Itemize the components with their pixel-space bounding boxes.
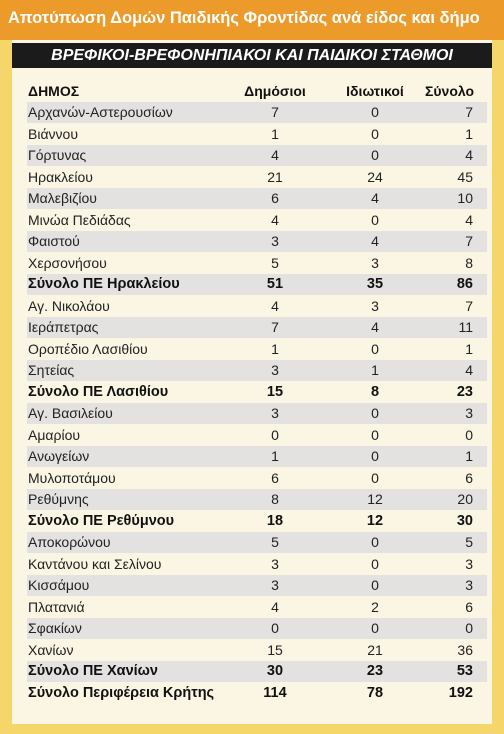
page-header bbox=[0, 0, 504, 40]
municipality-cell: Κισσάμου bbox=[27, 575, 225, 597]
table-row bbox=[27, 166, 487, 188]
private-count-cell: 0 bbox=[325, 446, 425, 468]
private-count-cell: 0 bbox=[371, 125, 379, 142]
public-count-cell: 5 bbox=[225, 532, 325, 554]
private-count-cell: 0 bbox=[371, 426, 379, 443]
private-count-cell: 0 bbox=[325, 575, 425, 597]
public-count-cell: 0 bbox=[271, 426, 279, 443]
private-count-cell: 12 bbox=[366, 512, 384, 529]
municipality-cell: Πλατανιά bbox=[28, 598, 85, 615]
public-count-cell: 7 bbox=[225, 317, 325, 339]
private-count-cell: 3 bbox=[371, 297, 379, 314]
public-count-cell: 3 bbox=[225, 231, 325, 253]
page-title: Αποτύπωση Δομών Παιδικής Φροντίδας ανά είδος και δήμο bbox=[8, 9, 480, 27]
public-count-cell: 3 bbox=[271, 555, 279, 572]
private-count-cell: 23 bbox=[325, 661, 425, 683]
public-count-cell: 1 bbox=[225, 446, 325, 468]
public-count-cell: 15 bbox=[266, 383, 284, 400]
table-row bbox=[27, 338, 487, 360]
subtotal-row bbox=[27, 510, 487, 532]
total-count-cell: 20 bbox=[425, 489, 487, 511]
table-row bbox=[27, 532, 487, 554]
total-count-cell: 3 bbox=[425, 575, 487, 597]
private-count-cell: 4 bbox=[325, 231, 425, 253]
total-count-cell: 3 bbox=[465, 555, 473, 572]
table-row bbox=[27, 446, 487, 468]
private-count-cell: 0 bbox=[325, 403, 425, 425]
table-row bbox=[27, 424, 487, 446]
private-count-cell: 35 bbox=[325, 274, 425, 296]
table-row bbox=[27, 360, 487, 382]
public-count-cell: 3 bbox=[225, 360, 325, 382]
total-count-cell: 3 bbox=[425, 403, 487, 425]
municipality-cell: Γόρτυνας bbox=[27, 145, 225, 167]
childcare-table bbox=[27, 80, 487, 704]
total-count-cell: 10 bbox=[425, 188, 487, 210]
public-count-cell: 18 bbox=[266, 512, 284, 529]
total-count-cell: 53 bbox=[425, 661, 487, 683]
private-count-cell: 0 bbox=[371, 211, 379, 228]
subtotal-row bbox=[27, 661, 487, 683]
municipality-cell: Μινώα Πεδιάδας bbox=[28, 211, 131, 228]
total-count-cell: 1 bbox=[425, 446, 487, 468]
private-count-cell: 0 bbox=[371, 340, 379, 357]
table-row bbox=[27, 553, 487, 575]
municipality-cell: Ανωγείων bbox=[27, 446, 225, 468]
municipality-cell: Αγ. Βασιλείου bbox=[27, 403, 225, 425]
municipality-cell: Ιεράπετρας bbox=[27, 317, 225, 339]
municipality-cell: Αποκορώνου bbox=[27, 532, 225, 554]
table-row bbox=[27, 145, 487, 167]
municipality-cell: Σητείας bbox=[27, 360, 225, 382]
table-row bbox=[27, 295, 487, 317]
total-count-cell: 7 bbox=[425, 102, 487, 124]
total-count-cell: 1 bbox=[465, 340, 473, 357]
private-count-cell: 0 bbox=[325, 618, 425, 640]
public-count-cell: 8 bbox=[225, 489, 325, 511]
public-count-cell: 4 bbox=[271, 211, 279, 228]
total-count-cell: 36 bbox=[457, 641, 473, 658]
table-row bbox=[27, 596, 487, 618]
private-count-cell: 1 bbox=[325, 360, 425, 382]
total-count-cell: 7 bbox=[425, 231, 487, 253]
public-count-cell: 4 bbox=[225, 145, 325, 167]
public-count-cell: 0 bbox=[225, 618, 325, 640]
private-count-cell: 21 bbox=[367, 641, 383, 658]
table-row bbox=[27, 252, 487, 274]
total-count-cell: 0 bbox=[425, 618, 487, 640]
table-row bbox=[27, 317, 487, 339]
total-count-cell: 11 bbox=[425, 317, 487, 339]
municipality-cell: Βιάννου bbox=[28, 125, 78, 142]
municipality-cell: Χανίων bbox=[28, 641, 74, 658]
subtotal-row bbox=[27, 381, 487, 403]
municipality-cell: Οροπέδιο Λασιθίου bbox=[28, 340, 148, 357]
section-title: ΒΡΕΦΙΚΟΙ-ΒΡΕΦΟΝΗΠΙΑΚΟΙ ΚΑΙ ΠΑΙΔΙΚΟΙ ΣΤΑΘΜΟΙ bbox=[51, 47, 453, 64]
total-count-cell: 5 bbox=[425, 532, 487, 554]
public-count-cell: 6 bbox=[271, 469, 279, 486]
total-count-cell: 6 bbox=[465, 469, 473, 486]
private-count-cell: 78 bbox=[366, 684, 384, 701]
municipality-cell: Αρχανών-Αστερουσίων bbox=[27, 102, 225, 124]
municipality-cell: Αγ. Νικολάου bbox=[28, 297, 110, 314]
public-count-cell: 30 bbox=[225, 661, 325, 683]
public-count-cell: 1 bbox=[271, 125, 279, 142]
municipality-cell: Σύνολο Περιφέρεια Κρήτης bbox=[28, 684, 215, 701]
private-count-cell: 0 bbox=[325, 102, 425, 124]
table-row bbox=[27, 123, 487, 145]
table-row bbox=[27, 209, 487, 231]
public-count-cell: 6 bbox=[225, 188, 325, 210]
public-count-cell: 51 bbox=[225, 274, 325, 296]
private-count-cell: 0 bbox=[371, 469, 379, 486]
municipality-cell: Μαλεβιζίου bbox=[27, 188, 225, 210]
table-row bbox=[27, 639, 487, 661]
column-header-municipality: ΔΗΜΟΣ bbox=[28, 82, 80, 99]
municipality-cell: Σύνολο ΠΕ Χανίων bbox=[27, 661, 225, 683]
section-header bbox=[12, 43, 492, 68]
total-count-cell: 0 bbox=[465, 426, 473, 443]
total-count-cell: 4 bbox=[465, 211, 473, 228]
municipality-cell: Αμαρίου bbox=[28, 426, 81, 443]
table-row bbox=[27, 489, 487, 511]
table-header-row bbox=[27, 80, 487, 102]
private-count-cell: 8 bbox=[370, 383, 380, 400]
municipality-cell: Καντάνου και Σελίνου bbox=[28, 555, 162, 572]
table-row bbox=[27, 575, 487, 597]
column-header-public: Δημόσιοι bbox=[244, 82, 306, 99]
private-count-cell: 0 bbox=[325, 532, 425, 554]
municipality-cell: Σύνολο ΠΕ Ρεθύμνου bbox=[28, 512, 175, 529]
private-count-cell: 2 bbox=[371, 598, 379, 615]
public-count-cell: 1 bbox=[271, 340, 279, 357]
private-count-cell: 4 bbox=[325, 188, 425, 210]
table-row bbox=[27, 403, 487, 425]
total-count-cell: 4 bbox=[425, 360, 487, 382]
table-row bbox=[27, 467, 487, 489]
municipality-cell: Φαιστού bbox=[27, 231, 225, 253]
municipality-cell: Σύνολο ΠΕ Λασιθίου bbox=[28, 383, 169, 400]
total-count-cell: 7 bbox=[465, 297, 473, 314]
total-count-cell: 45 bbox=[457, 168, 473, 185]
municipality-cell: Σύνολο ΠΕ Ηρακλείου bbox=[27, 274, 225, 296]
total-count-cell: 1 bbox=[465, 125, 473, 142]
private-count-cell: 0 bbox=[371, 555, 379, 572]
public-count-cell: 4 bbox=[271, 297, 279, 314]
table-row bbox=[27, 231, 487, 253]
total-count-cell: 8 bbox=[465, 254, 473, 271]
municipality-cell: Ηρακλείου bbox=[28, 168, 93, 185]
municipality-cell: Ρεθύμνης bbox=[27, 489, 225, 511]
public-count-cell: 114 bbox=[263, 684, 287, 701]
public-count-cell: 15 bbox=[267, 641, 283, 658]
public-count-cell: 5 bbox=[271, 254, 279, 271]
public-count-cell: 3 bbox=[225, 575, 325, 597]
table-row bbox=[27, 102, 487, 124]
column-header-private: Ιδιωτικοί bbox=[346, 82, 404, 99]
private-count-cell: 0 bbox=[325, 145, 425, 167]
table-row bbox=[27, 188, 487, 210]
total-count-cell: 23 bbox=[456, 383, 473, 400]
table-body bbox=[27, 102, 487, 704]
private-count-cell: 3 bbox=[371, 254, 379, 271]
municipality-cell: Σφακίων bbox=[27, 618, 225, 640]
total-count-cell: 86 bbox=[425, 274, 487, 296]
private-count-cell: 24 bbox=[367, 168, 383, 185]
public-count-cell: 4 bbox=[271, 598, 279, 615]
total-count-cell: 30 bbox=[456, 512, 473, 529]
public-count-cell: 7 bbox=[225, 102, 325, 124]
grand-total-row bbox=[27, 682, 487, 704]
total-count-cell: 4 bbox=[425, 145, 487, 167]
column-header-total: Σύνολο bbox=[425, 82, 475, 99]
municipality-cell: Μυλοποτάμου bbox=[28, 469, 116, 486]
subtotal-row bbox=[27, 274, 487, 296]
table-row bbox=[27, 618, 487, 640]
municipality-cell: Χερσονήσου bbox=[28, 254, 107, 271]
total-count-cell: 192 bbox=[448, 684, 473, 701]
public-count-cell: 3 bbox=[225, 403, 325, 425]
private-count-cell: 4 bbox=[325, 317, 425, 339]
private-count-cell: 12 bbox=[325, 489, 425, 511]
public-count-cell: 21 bbox=[267, 168, 283, 185]
total-count-cell: 6 bbox=[465, 598, 473, 615]
